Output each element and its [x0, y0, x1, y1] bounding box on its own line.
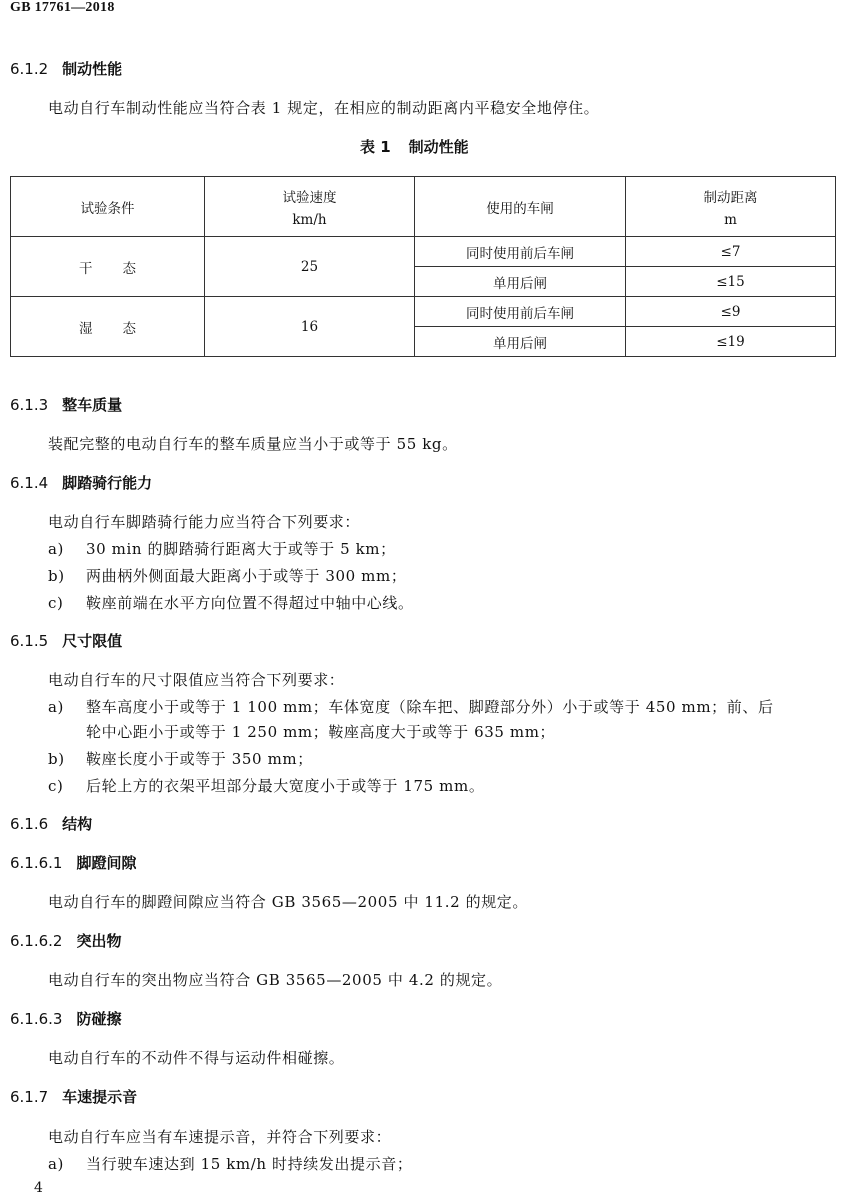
table-row	[11, 297, 836, 327]
paragraph: 电动自行车的不动件不得与运动件相碰擦。	[48, 1049, 345, 1067]
section-heading-6-1-6-3	[10, 1008, 122, 1029]
condition-cell: 湿态	[11, 297, 205, 357]
section-title: 结构	[62, 815, 93, 833]
table-caption	[360, 136, 469, 157]
section-title: 制动性能	[62, 60, 123, 78]
section-title: 车速提示音	[62, 1088, 138, 1106]
header-distance-label: 制动距离	[703, 189, 758, 206]
section-title: 整车质量	[62, 396, 123, 414]
list-item-continuation: 轮中心距小于或等于 1 250 mm；鞍座高度大于或等于 635 mm；	[86, 723, 556, 741]
distance-cell: ≤19	[626, 327, 836, 357]
distance-cell: ≤9	[626, 297, 836, 327]
paragraph: 电动自行车的尺寸限值应当符合下列要求：	[48, 671, 345, 689]
section-title: 脚蹬间隙	[76, 854, 137, 872]
table-title: 制动性能	[408, 138, 469, 156]
list-item	[48, 1153, 412, 1174]
list-item	[48, 748, 313, 769]
section-title: 防碰擦	[76, 1010, 122, 1028]
distance-cell: ≤15	[626, 267, 836, 297]
list-text: 当行驶车速达到 15 km/h 时持续发出提示音；	[86, 1155, 413, 1173]
list-marker: b)	[48, 567, 65, 585]
standard-number: GB 17761—2018	[10, 0, 115, 15]
section-number: 6.1.6.1	[10, 854, 63, 872]
table-row	[11, 237, 836, 267]
paragraph: 装配完整的电动自行车的整车质量应当小于或等于 55 kg。	[48, 435, 458, 453]
page-number: 4	[34, 1180, 43, 1196]
header-distance-unit: m	[724, 211, 737, 228]
list-item	[48, 538, 396, 559]
list-text: 两曲柄外侧面最大距离小于或等于 300 mm；	[86, 567, 407, 585]
section-number: 6.1.6.2	[10, 932, 63, 950]
paragraph: 电动自行车应当有车速提示音，并符合下列要求：	[48, 1128, 392, 1146]
distance-cell: ≤7	[626, 237, 836, 267]
brake-cell: 单用后闸	[415, 267, 626, 297]
list-item	[48, 565, 406, 586]
speed-cell: 25	[205, 237, 415, 297]
section-number: 6.1.2	[10, 60, 49, 78]
table-header-row	[11, 177, 836, 237]
section-number: 6.1.6.3	[10, 1010, 63, 1028]
braking-performance-table	[10, 176, 836, 357]
section-number: 6.1.7	[10, 1088, 49, 1106]
section-number: 6.1.3	[10, 396, 49, 414]
table-number: 表 1	[360, 138, 391, 156]
list-text: 整车高度小于或等于 1 100 mm；车体宽度（除车把、脚蹬部分外）小于或等于 450 mm；前、后	[86, 698, 774, 716]
list-marker: a)	[48, 698, 64, 716]
section-heading-6-1-2	[10, 58, 122, 79]
list-text: 鞍座长度小于或等于 350 mm；	[86, 750, 313, 768]
list-item	[48, 775, 484, 796]
header-distance	[626, 177, 836, 237]
list-item	[48, 696, 774, 717]
section-heading-6-1-3	[10, 394, 122, 415]
section-heading-6-1-4	[10, 472, 152, 493]
section-heading-6-1-7	[10, 1086, 137, 1107]
section-title: 尺寸限值	[62, 632, 123, 650]
section-heading-6-1-6-2	[10, 930, 122, 951]
list-marker: a)	[48, 1155, 64, 1173]
speed-cell: 16	[205, 297, 415, 357]
paragraph: 电动自行车的突出物应当符合 GB 3565—2005 中 4.2 的规定。	[48, 971, 503, 989]
list-marker: a)	[48, 540, 64, 558]
section-title: 突出物	[76, 932, 122, 950]
section-heading-6-1-5	[10, 630, 122, 651]
list-text: 鞍座前端在水平方向位置不得超过中轴中心线。	[86, 594, 414, 612]
section-heading-6-1-6	[10, 813, 92, 834]
list-marker: c)	[48, 594, 64, 612]
list-marker: c)	[48, 777, 64, 795]
brake-cell: 同时使用前后车闸	[415, 237, 626, 267]
list-text: 30 min 的脚踏骑行距离大于或等于 5 km；	[86, 540, 396, 558]
section-number: 6.1.6	[10, 815, 49, 833]
section-number: 6.1.4	[10, 474, 49, 492]
header-speed	[205, 177, 415, 237]
paragraph: 电动自行车脚踏骑行能力应当符合下列要求：	[48, 513, 361, 531]
header-brake: 使用的车闸	[415, 177, 626, 237]
paragraph: 电动自行车制动性能应当符合表 1 规定，在相应的制动距离内平稳安全地停住。	[48, 99, 600, 117]
paragraph: 电动自行车的脚蹬间隙应当符合 GB 3565—2005 中 11.2 的规定。	[48, 893, 528, 911]
brake-cell: 单用后闸	[415, 327, 626, 357]
header-speed-label: 试验速度	[282, 189, 337, 206]
brake-cell: 同时使用前后车闸	[415, 297, 626, 327]
section-heading-6-1-6-1	[10, 852, 137, 873]
header-speed-unit: km/h	[292, 211, 327, 228]
list-text: 后轮上方的衣架平坦部分最大宽度小于或等于 175 mm。	[86, 777, 485, 795]
header-condition: 试验条件	[11, 177, 205, 237]
section-title: 脚踏骑行能力	[62, 474, 153, 492]
section-number: 6.1.5	[10, 632, 49, 650]
list-item	[48, 592, 414, 613]
list-marker: b)	[48, 750, 65, 768]
condition-cell: 干态	[11, 237, 205, 297]
